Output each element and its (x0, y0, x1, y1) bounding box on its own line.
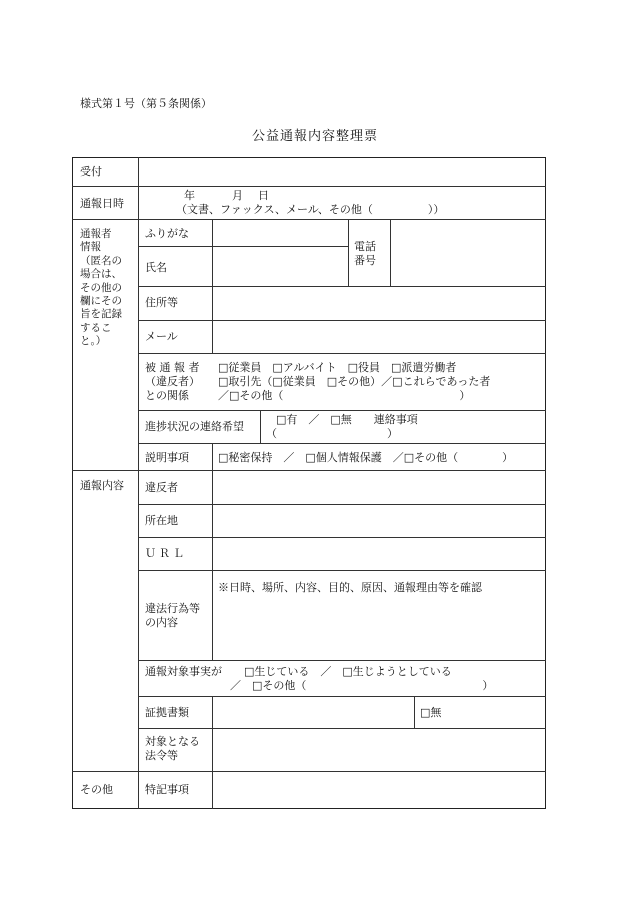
email-input[interactable] (213, 321, 545, 353)
row-divider (138, 660, 546, 661)
name-label: 氏名 (145, 261, 167, 274)
column-divider (348, 219, 349, 286)
name-input[interactable] (213, 247, 348, 286)
location-label: 所在地 (145, 514, 178, 527)
evidence-label: 証拠書類 (145, 706, 189, 719)
other-section-label: その他 (80, 783, 113, 796)
report-date-day: 日 (258, 189, 269, 202)
reporter-section-label (80, 228, 122, 349)
url-input[interactable] (213, 538, 545, 570)
row-divider (138, 443, 546, 444)
row-divider (138, 410, 546, 411)
fact-status-line[interactable]: 通報対象事実が □生じている ／ □生じようとしている (145, 665, 452, 678)
url-label: ＵＲＬ (145, 547, 187, 560)
furigana-label: ふりがな (145, 227, 189, 240)
furigana-input[interactable] (213, 220, 348, 246)
column-divider (212, 443, 213, 470)
phone-input[interactable] (391, 220, 545, 286)
column-divider (414, 696, 415, 728)
relation-options-line[interactable]: □従業員 □アルバイト □役員 □派遣労働者 (218, 361, 457, 374)
fact-status-options[interactable] (145, 665, 493, 693)
illegal-act-label (145, 602, 200, 630)
reporter-section-label-line: 場合は、 (80, 268, 122, 281)
form-title: 公益通報内容整理票 (251, 129, 378, 144)
illegal-act-label-line: の内容 (145, 616, 178, 629)
phone-label-line: 番号 (354, 254, 376, 267)
reporter-section-label-line: 旨を記録 (80, 308, 122, 321)
report-date-label: 通報日時 (80, 197, 124, 210)
column-divider (260, 410, 261, 443)
form-number: 様式第１号（第５条関係） (80, 97, 212, 110)
reporter-section-label-line: 通報者 (80, 228, 112, 240)
reporter-section-label-line: 欄にその (80, 295, 122, 308)
email-label: メール (145, 330, 178, 343)
report-date-year: 年 (184, 189, 195, 202)
reporter-section-label-line: （匿名の (80, 254, 122, 267)
phone-label-line: 電話 (354, 240, 376, 253)
reporter-section-label-line: その他の (80, 281, 122, 294)
location-input[interactable] (213, 505, 545, 537)
report-method-options[interactable]: （文書、ファックス、メール、その他（ ）） (176, 203, 445, 216)
relation-label-line: （違反者） (145, 375, 200, 388)
row-divider (138, 570, 546, 571)
evidence-none-checkbox[interactable]: □無 (420, 706, 442, 719)
row-divider (72, 186, 546, 187)
progress-note-field[interactable]: （ ） (266, 427, 398, 440)
laws-label-line: 対象となる (145, 735, 200, 748)
relation-options[interactable] (218, 361, 490, 403)
report-date-month: 月 (232, 189, 243, 202)
relation-options-line[interactable]: □取引先（□従業員 □その他）／□これらであった者 (218, 375, 491, 388)
laws-label-line: 法令等 (145, 749, 178, 762)
relation-label (145, 361, 200, 403)
evidence-input[interactable] (213, 697, 414, 728)
fact-status-line[interactable]: ／ □その他（ ） (230, 679, 494, 692)
progress-label: 進捗状況の連絡希望 (145, 420, 244, 433)
relation-label-line: 被 通 報 者 (145, 361, 200, 374)
notes-label: 特記事項 (145, 783, 189, 796)
row-divider (138, 353, 546, 354)
reception-label: 受付 (80, 165, 102, 178)
relation-label-line: との関係 (145, 389, 189, 402)
laws-label (145, 735, 200, 763)
violator-label: 違反者 (145, 481, 178, 494)
column-divider (138, 157, 139, 809)
explanation-label: 説明事項 (145, 451, 189, 464)
relation-options-line[interactable]: ／□その他（ ） (218, 389, 471, 402)
illegal-act-note: ※日時、場所、内容、目的、原因、通報理由等を確認 (218, 581, 482, 594)
reporter-section-label-line: 情報 (80, 241, 101, 254)
reporter-section-label-line: するこ (80, 321, 112, 334)
phone-label (354, 240, 376, 268)
violator-input[interactable] (213, 471, 545, 504)
illegal-act-input[interactable] (213, 598, 545, 660)
reporter-section-label-line: と。） (80, 335, 107, 348)
illegal-act-label-line: 違法行為等 (145, 602, 200, 615)
address-label: 住所等 (145, 296, 178, 309)
address-input[interactable] (213, 287, 545, 320)
explanation-options[interactable]: □秘密保持 ／ □個人情報保護 ／□その他（ ） (218, 451, 514, 464)
report-content-section-label: 通報内容 (80, 479, 124, 492)
reception-field[interactable] (139, 158, 545, 186)
progress-options[interactable]: □有 ／ □無 連絡事項 (276, 413, 418, 426)
laws-input[interactable] (213, 729, 545, 771)
notes-input[interactable] (213, 772, 545, 808)
